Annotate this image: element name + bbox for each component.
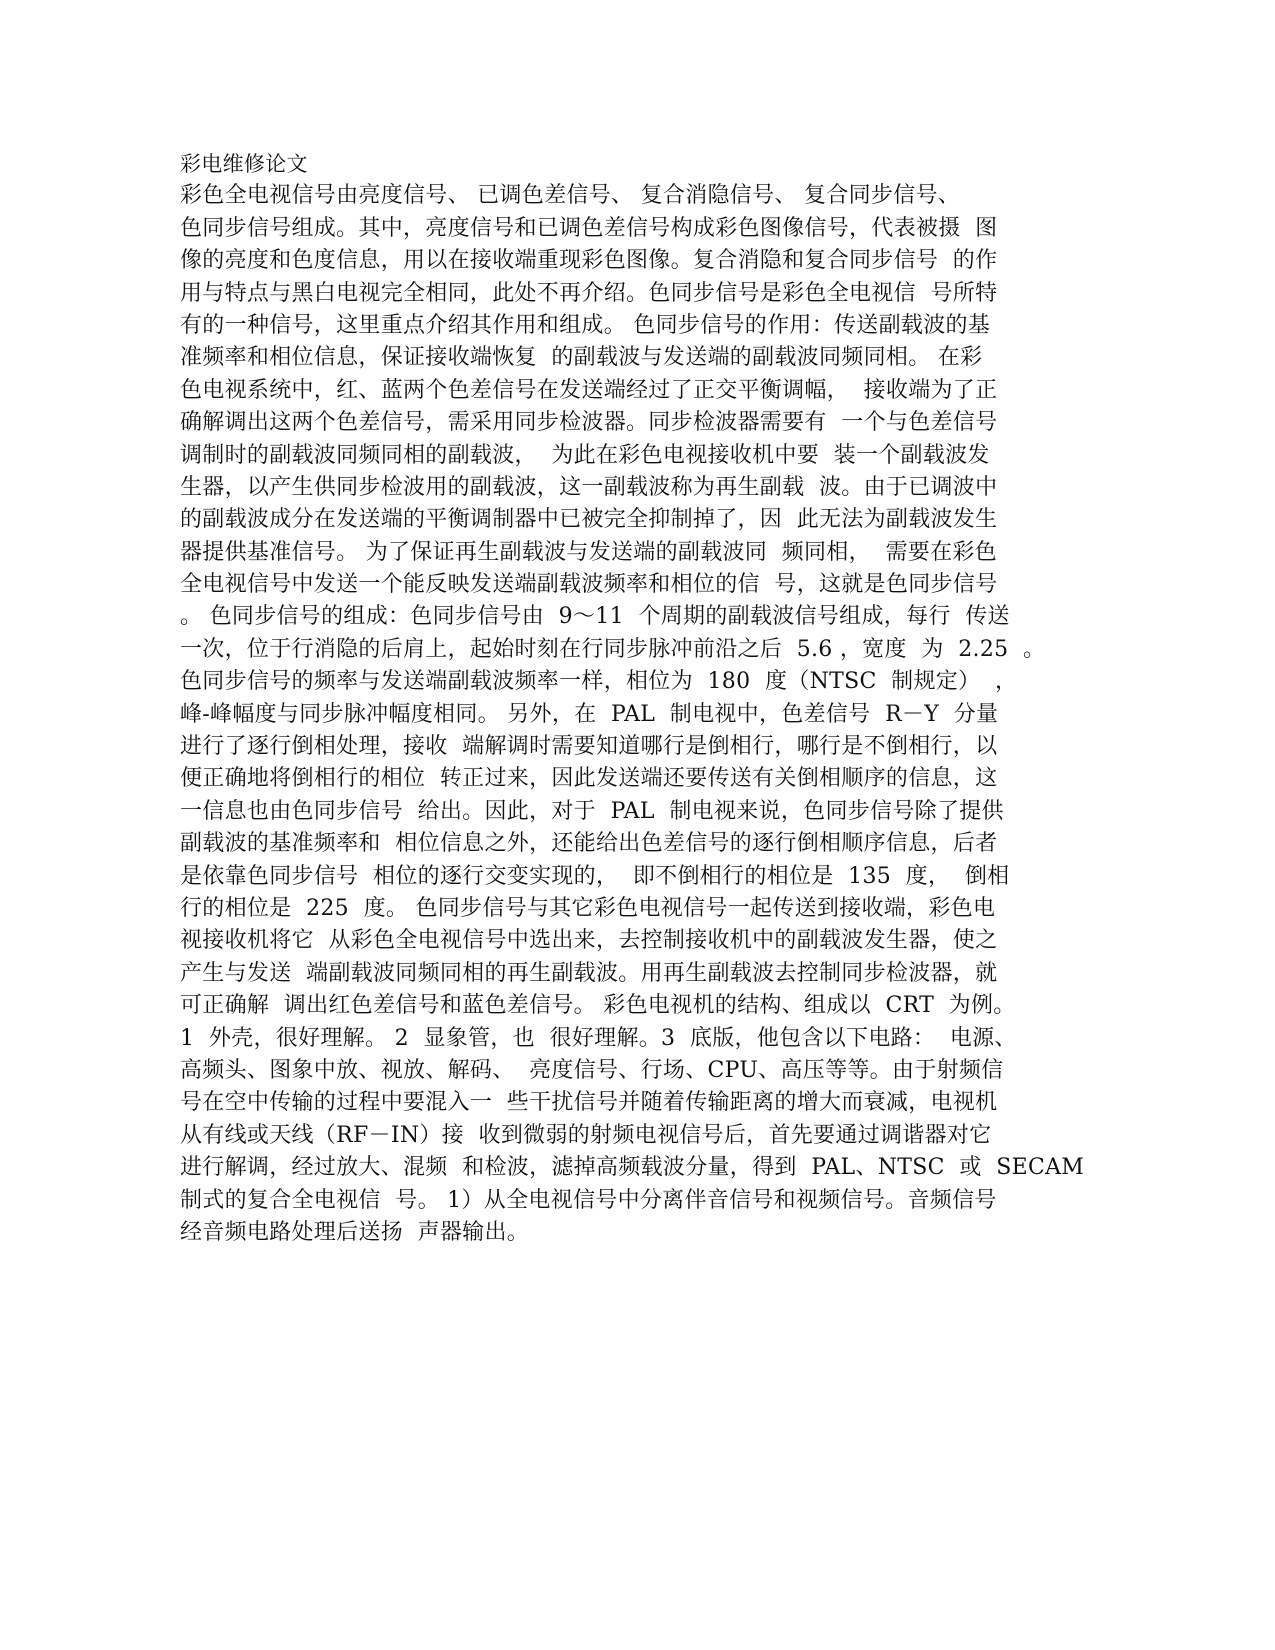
paragraph-line: 可正确解 调出红色差信号和蓝色差信号。 彩色电视机的结构、组成以 CRT 为例。 [180,993,1016,1019]
paragraph-line: 产生与发送 端副载波同频同相的再生副载波。用再生副载波去控制同步检波器，就 [180,960,998,986]
paragraph-line: 彩色全电视信号由亮度信号、 已调色差信号、 复合消隐信号、 复合同步信号、 [180,183,961,209]
paragraph-line: 行的相位是 225 度。 色同步信号与其它彩色电视信号一起传送到接收端，彩色电 [180,895,996,921]
paragraph-line: 有的一种信号，这里重点介绍其作用和组成。 色同步信号的作用：传送副载波的基 [180,312,991,338]
paragraph-line: 生器，以产生供同步检波用的副载波，这一副载波称为再生副载 波。由于已调波中 [180,474,998,500]
paragraph-line: 1 外壳，很好理解。 2 显象管，也 很好理解。3 底版，他包含以下电路： 电源、 [180,1025,1017,1051]
paragraph-line: 号在空中传输的过程中要混入一 些干扰信号并随着传输距离的增大而衰减，电视机 [180,1090,998,1116]
paragraph-line: 全电视信号中发送一个能反映发送端副载波频率和相位的信 号，这就是色同步信号 [180,572,998,598]
paragraph-line: 一信息也由色同步信号 给出。因此，对于 PAL 制电视来说，色同步信号除了提供 [180,798,1004,824]
document-title: 彩电维修论文 [180,152,308,176]
document-body [180,148,1085,1249]
paragraph-line: 色同步信号组成。其中，亮度信号和已调色差信号构成彩色图像信号，代表被摄 图 [180,215,998,241]
paragraph-line: 器提供基准信号。 为了保证再生副载波与发送端的副载波同 频同相， 需要在彩色 [180,539,997,565]
paragraph-line: 调制时的副载波同频同相的副载波， 为此在彩色电视接收机中要 装一个副载波发 [180,442,990,468]
paragraph-line: 准频率和相位信息，保证接收端恢复 的副载波与发送端的副载波同频同相。 在彩 [180,345,983,371]
paragraph-line: 峰-峰幅度与同步脉冲幅度相同。 另外，在 PAL 制电视中，色差信号 R－Y 分量 [180,701,999,727]
paragraph-line: 用与特点与黑白电视完全相同，此处不再介绍。色同步信号是彩色全电视信 号所特 [180,280,998,306]
paragraph-line: 从有线或天线（RF－IN）接 收到微弱的射频电视信号后，首先要通过调谐器对它 [180,1122,992,1148]
paragraph-line: 副载波的基准频率和 相位信息之外，还能给出色差信号的逐行倒相顺序信息，后者 [180,831,998,857]
paragraph-line: 进行了逐行倒相处理，接收 端解调时需要知道哪行是倒相行，哪行是不倒相行，以 [180,734,998,760]
paragraph-line: 色电视系统中，红、蓝两个色差信号在发送端经过了正交平衡调幅， 接收端为了正 [180,377,998,403]
paragraph-line: 视接收机将它 从彩色全电视信号中选出来，去控制接收机中的副载波发生器，使之 [180,928,998,954]
paragraph-line: 色同步信号的频率与发送端副载波频率一样，相位为 180 度（NTSC 制规定） ， [180,669,1018,695]
paragraph-line: 一次，位于行消隐的后肩上，起始时刻在行同步脉冲前沿之后 5.6 ，宽度 为 2.25 。 [180,636,1046,662]
paragraph-line: 经音频电路处理后送扬 声器输出。 [180,1219,530,1245]
paragraph-line: 高频头、图象中放、视放、解码、 亮度信号、行场、CPU、高压等等。由于射频信 [180,1057,1004,1083]
paragraph-line: 的副载波成分在发送端的平衡调制器中已被完全抑制掉了，因 此无法为副载波发生 [180,507,998,533]
paragraph-line: 是依靠色同步信号 相位的逐行交变实现的， 即不倒相行的相位是 135 度， 倒相 [180,863,1010,889]
paragraph-line: 进行解调，经过放大、混频 和检波，滤掉高频载波分量，得到 PAL、NTSC 或 SECAM [180,1155,1085,1181]
paragraph-line: 确解调出这两个色差信号，需采用同步检波器。同步检波器需要有 一个与色差信号 [180,410,998,436]
paragraph-line: 。 色同步信号的组成：色同步信号由 9～11 个周期的副载波信号组成，每行 传送 [180,604,1010,630]
paragraph-line: 便正确地将倒相行的相位 转正过来，因此发送端还要传送有关倒相顺序的信息，这 [180,766,998,792]
paragraph-line: 制式的复合全电视信 号。 1）从全电视信号中分离伴音信号和视频信号。音频信号 [180,1187,997,1213]
paragraph-line: 像的亮度和色度信息，用以在接收端重现彩色图像。复合消隐和复合同步信号 的作 [180,248,998,274]
